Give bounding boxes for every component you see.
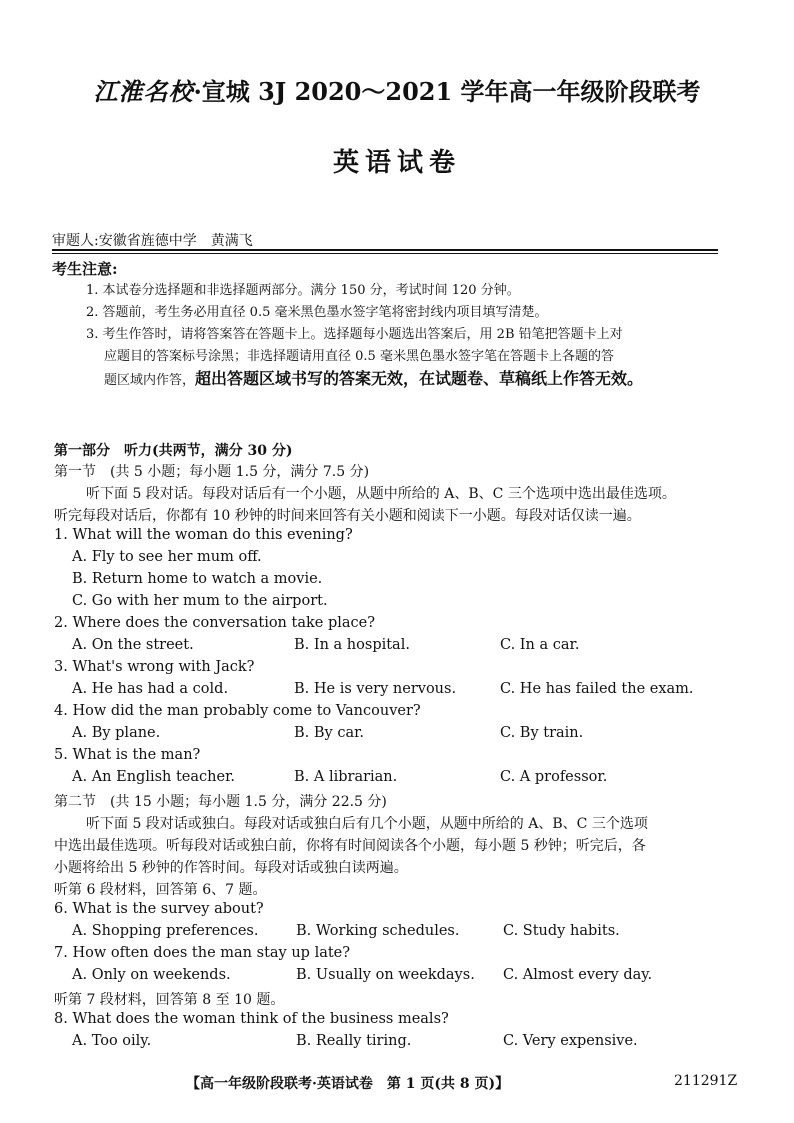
question-4-option-b: B. By car. (294, 725, 365, 741)
part1-heading: 第一部分 听力(共两节，满分 30 分) (54, 443, 293, 459)
question-8-stem: 8. What does the woman think of the business meals? (54, 1011, 449, 1027)
exam-subject-title: 英语试卷 (332, 148, 461, 178)
question-3-option-c: C. He has failed the exam. (500, 681, 694, 697)
notice-item-1: 1. 本试卷分选择题和非选择题两部分。满分 150 分，考试时间 120 分钟。 (86, 283, 520, 298)
question-1-option-b: B. Return home to watch a movie. (72, 571, 323, 587)
question-4-stem: 4. How did the man probably come to Vancouver? (54, 703, 421, 719)
notice-item-3-line-1: 3. 考生作答时，请将答案答在答题卡上。选择题每小题选出答案后，用 2B 铅笔把答题卡上对 (86, 327, 623, 342)
question-2-option-b: B. In a hospital. (294, 637, 410, 653)
notice-item-3-text: 题区域内作答， (104, 373, 196, 388)
question-7-stem: 7. How often does the man stay up late? (54, 945, 351, 961)
question-1-option-a: A. Fly to see her mum off. (72, 549, 262, 565)
material-7-note: 听第 7 段材料，回答第 8 至 10 题。 (54, 992, 285, 1008)
section1-heading: 第一节 (共 5 小题；每小题 1.5 分，满分 7.5 分) (54, 464, 370, 480)
question-1-option-c: C. Go with her mum to the airport. (72, 593, 328, 609)
question-5-option-a: A. An English teacher. (72, 769, 236, 785)
header-rule-thick (52, 249, 718, 251)
question-7-option-c: C. Almost every day. (503, 967, 653, 983)
question-6-option-c: C. Study habits. (503, 923, 620, 939)
question-1-stem: 1. What will the woman do this evening? (54, 527, 353, 543)
question-5-option-b: B. A librarian. (294, 769, 398, 785)
question-5-stem: 5. What is the man? (54, 747, 201, 763)
page-footer: 【高一年级阶段联考·英语试卷 第 1 页(共 8 页)】 (186, 1076, 510, 1092)
section1-instructions-line-2: 听完每段对话后，你都有 10 秒钟的时间来回答有关小题和阅读下一小题。每段对话仅读一遍。 (54, 508, 641, 524)
question-6-option-b: B. Working schedules. (296, 923, 460, 939)
question-2-option-c: C. In a car. (500, 637, 580, 653)
question-7-option-a: A. Only on weekends. (72, 967, 231, 983)
question-6-option-a: A. Shopping preferences. (72, 923, 259, 939)
question-3-option-b: B. He is very nervous. (294, 681, 457, 697)
notice-warning: 超出答题区域书写的答案无效，在试题卷、草稿纸上作答无效。 (195, 369, 644, 388)
question-3-option-a: A. He has had a cold. (72, 681, 229, 697)
material-6-note: 听第 6 段材料，回答第 6、7 题。 (54, 882, 267, 898)
reviewer-line: 审题人:安徽省旌德中学 黄满飞 (52, 233, 253, 249)
section2-instructions-line-2: 中选出最佳选项。听每段对话或独白前，你将有时间阅读各个小题，每小题 5 秒钟；听完后，各 (54, 838, 646, 854)
notice-item-2: 2. 答题前，考生务必用直径 0.5 毫米黑色墨水签字笔将密封线内项目填写清楚。 (86, 305, 548, 320)
section2-instructions-line-1: 听下面 5 段对话或独白。每段对话或独白后有几个小题，从题中所给的 A、B、C 三个选项 (86, 816, 648, 832)
question-4-option-c: C. By train. (500, 725, 584, 741)
question-3-stem: 3. What's wrong with Jack? (54, 659, 255, 675)
exam-code: 211291Z (674, 1073, 738, 1089)
section1-instructions-line-1: 听下面 5 段对话。每段对话后有一个小题，从题中所给的 A、B、C 三个选项中选出最佳选项。 (86, 486, 676, 502)
section2-heading: 第二节 (共 15 小题；每小题 1.5 分，满分 22.5 分) (54, 794, 387, 810)
section2-instructions-line-3: 小题将给出 5 秒钟的作答时间。每段对话或独白读两遍。 (54, 860, 408, 876)
question-2-stem: 2. Where does the conversation take place? (54, 615, 375, 631)
question-5-option-c: C. A professor. (500, 769, 608, 785)
question-6-stem: 6. What is the survey about? (54, 901, 264, 917)
question-8-option-c: C. Very expensive. (503, 1033, 638, 1049)
question-7-option-b: B. Usually on weekdays. (296, 967, 475, 983)
exam-title (0, 72, 794, 107)
question-4-option-a: A. By plane. (72, 725, 161, 741)
exam-brand: 江淮名校 (93, 77, 194, 106)
header-rule-thin (52, 253, 718, 254)
notice-item-3-line-2: 应题目的答案标号涂黑；非选择题请用直径 0.5 毫米黑色墨水签字笔在答题卡上各题的答 (104, 349, 614, 364)
question-2-option-a: A. On the street. (72, 637, 194, 653)
question-8-option-a: A. Too oily. (72, 1033, 152, 1049)
notice-heading: 考生注意: (52, 260, 118, 278)
question-8-option-b: B. Really tiring. (296, 1033, 412, 1049)
notice-item-3-line-3 (104, 366, 643, 389)
exam-title-text: ·宣城 3J 2020～2021 学年高一年级阶段联考 (193, 77, 701, 106)
